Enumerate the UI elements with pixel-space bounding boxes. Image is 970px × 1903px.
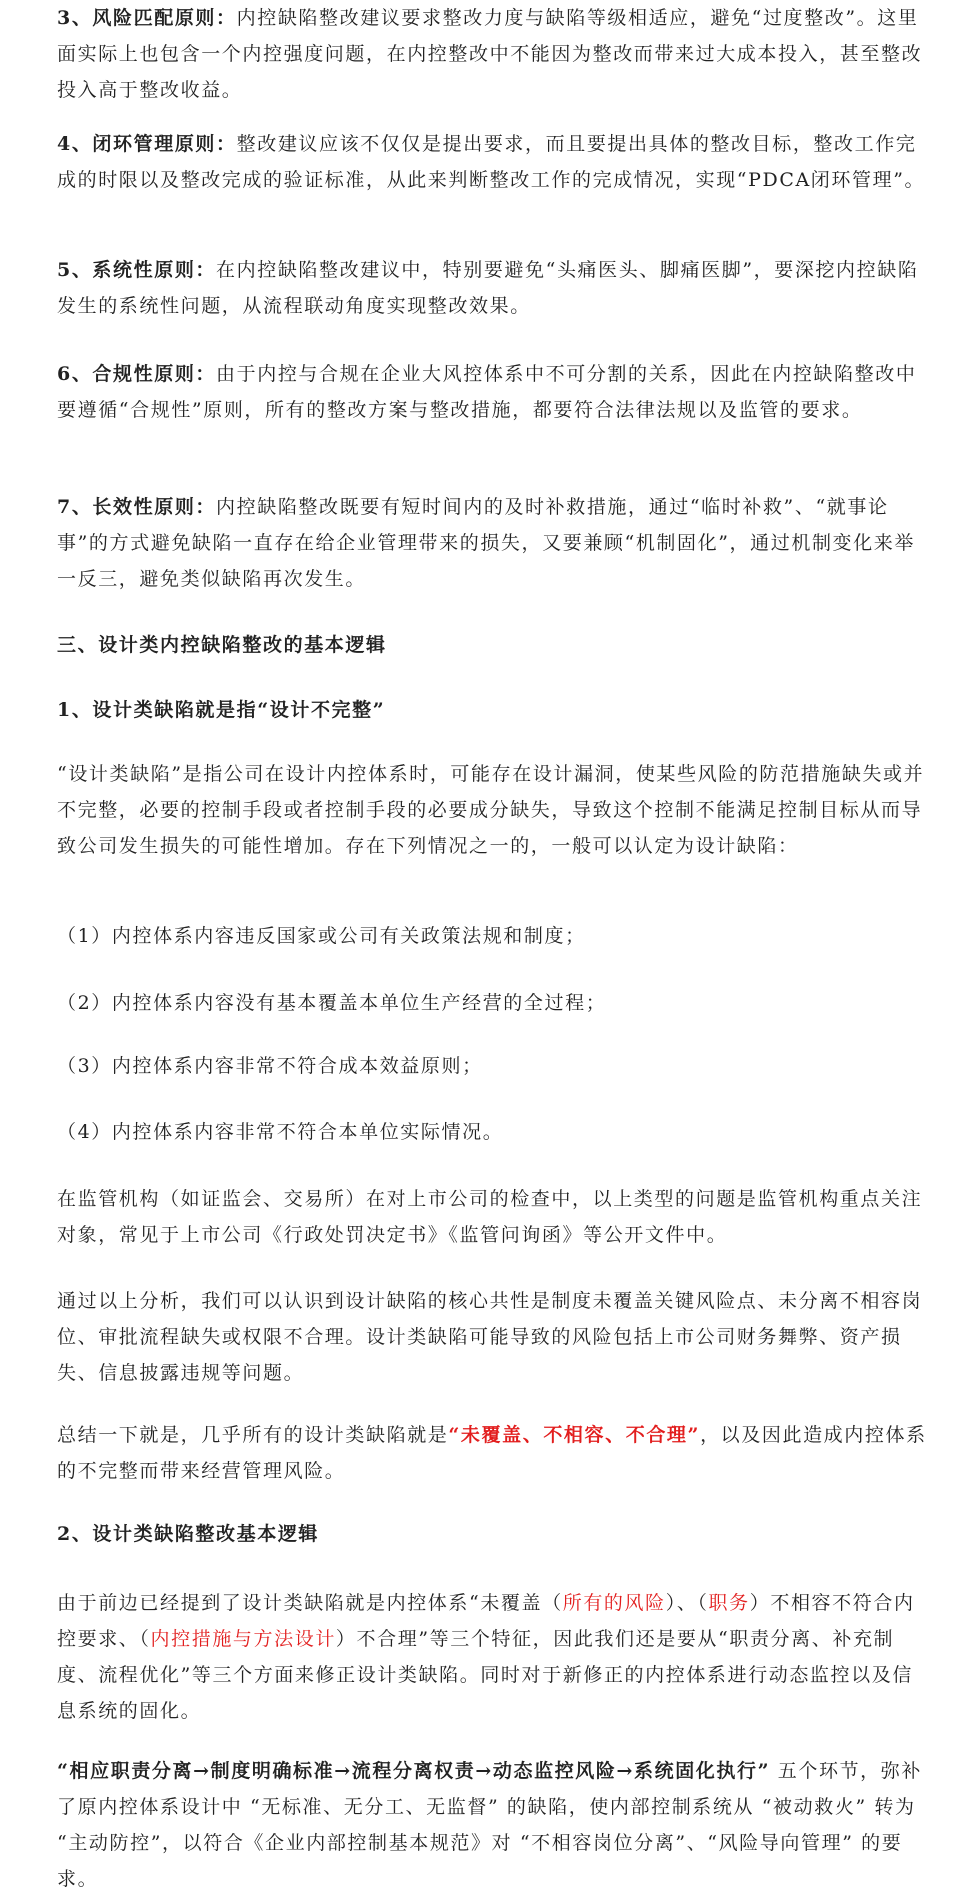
principle-3-heading: 3、风险匹配原则： — [57, 7, 237, 29]
principle-6-text: 由于内控与合规在企业大风控体系中不可分割的关系，因此在内控缺陷整改中要遵循“合规性”原则，所有的整改方案与整改措施，都要符合法律法规以及监管的要求。 — [57, 363, 917, 421]
logic-text-1: 由于前边已经提到了设计类缺陷就是内控体系“未覆盖（ — [57, 1592, 563, 1614]
principle-4 — [57, 126, 927, 198]
regulator-paragraph: 在监管机构（如证监会、交易所）在对上市公司的检查中，以上类型的问题是监管机构重点关注对象，常见于上市公司《行政处罚决定书》《监管问询函》等公开文件中。 — [57, 1188, 923, 1246]
principle-7-heading: 7、长效性原则： — [57, 496, 217, 518]
summary-pre: 总结一下就是，几乎所有的设计类缺陷就是 — [57, 1424, 449, 1446]
definition-paragraph: “设计类缺陷”是指公司在设计内控体系时，可能存在设计漏洞，使某些风险的防范措施缺失或并不完整，必要的控制手段或者控制手段的必要成分缺失，导致这个控制不能满足控制目标从而导致公司发生损失的可能性增加。存在下列情况之一的，一般可以认定为设计缺陷： — [57, 763, 925, 857]
chain-paragraph — [57, 1753, 927, 1897]
principle-3 — [57, 0, 927, 108]
principle-3-text: 内控缺陷整改建议要求整改力度与缺陷等级相适应，避免“过度整改”。这里面实际上也包含一个内控强度问题，在内控整改中不能因为整改而带来过大成本投入，甚至整改投入高于整改收益。 — [57, 7, 923, 101]
list-item: （3）内控体系内容非常不符合成本效益原则； — [57, 1055, 483, 1077]
logic-red-1: 所有的风险 — [562, 1592, 666, 1614]
logic-text-3: ）不相容不符合内控要求、（ — [57, 1592, 915, 1650]
principle-7-text: 内控缺陷整改既要有短时间内的及时补救措施，通过“临时补救”、“就事论事”的方式避免缺陷一直存在给企业管理带来的损失，又要兼顾“机制固化”，通过机制变化来举一反三，避免类似缺陷再次发生。 — [57, 496, 915, 590]
chain-bold: “相应职责分离→制度明确标准→流程分离权责→动态监控风险→系统固化执行” — [57, 1760, 771, 1782]
principle-4-text: 整改建议应该不仅仅是提出要求，而且要提出具体的整改目标，整改工作完成的时限以及整改完成的验证标准，从此来判断整改工作的完成情况，实现“PDCA闭环管理”。 — [57, 133, 926, 191]
logic-red-3: 内控措施与方法设计 — [150, 1628, 336, 1650]
logic-paragraph — [57, 1585, 927, 1729]
summary-paragraph — [57, 1417, 927, 1489]
list-item: （1）内控体系内容违反国家或公司有关政策法规和制度； — [57, 925, 586, 947]
principle-6 — [57, 356, 927, 428]
principle-7 — [57, 489, 927, 597]
logic-red-2: 职务 — [708, 1592, 750, 1614]
summary-highlight: “未覆盖、不相容、不合理” — [448, 1424, 701, 1446]
logic-text-2: ）、（ — [665, 1592, 709, 1614]
analysis-paragraph: 通过以上分析，我们可以认识到设计缺陷的核心共性是制度未覆盖关键风险点、未分离不相容岗位、审批流程缺失或权限不合理。设计类缺陷可能导致的风险包括上市公司财务舞弊、资产损失、信息披露违规等问题。 — [57, 1290, 923, 1384]
principle-4-heading: 4、闭环管理原则： — [57, 133, 237, 155]
chain-rest: 五个环节，弥补了原内控体系设计中 “无标准、无分工、无监督” 的缺陷，使内部控制系统从 “被动救火” 转为 “主动防控”，以符合《企业内部控制基本规范》对 “不相容岗位分离”、“风险导向管理” 的要求。 — [57, 1760, 922, 1890]
logic-text-4: ）不合理”等三个特征，因此我们还是要从“职责分离、补充制度、流程优化”等三个方面来修正设计类缺陷。同时对于新修正的内控体系进行动态监控以及信息系统的固化。 — [57, 1628, 913, 1722]
principle-6-heading: 6、合规性原则： — [57, 363, 217, 385]
principle-5-text: 在内控缺陷整改建议中，特别要避免“头痛医头、脚痛医脚”，要深挖内控缺陷发生的系统性问题，从流程联动角度实现整改效果。 — [57, 259, 919, 317]
principle-5-heading: 5、系统性原则： — [57, 259, 217, 281]
section-3-title: 三、设计类内控缺陷整改的基本逻辑 — [57, 634, 387, 656]
summary-post: ，以及因此造成内控体系的不完整而带来经营管理风险。 — [57, 1424, 927, 1482]
list-item: （2）内控体系内容没有基本覆盖本单位生产经营的全过程； — [57, 992, 607, 1014]
list-item: （4）内控体系内容非常不符合本单位实际情况。 — [57, 1121, 504, 1143]
subsection-2-title: 2、设计类缺陷整改基本逻辑 — [57, 1523, 320, 1545]
subsection-1-title: 1、设计类缺陷就是指“设计不完整” — [57, 699, 386, 721]
principle-5 — [57, 252, 927, 324]
